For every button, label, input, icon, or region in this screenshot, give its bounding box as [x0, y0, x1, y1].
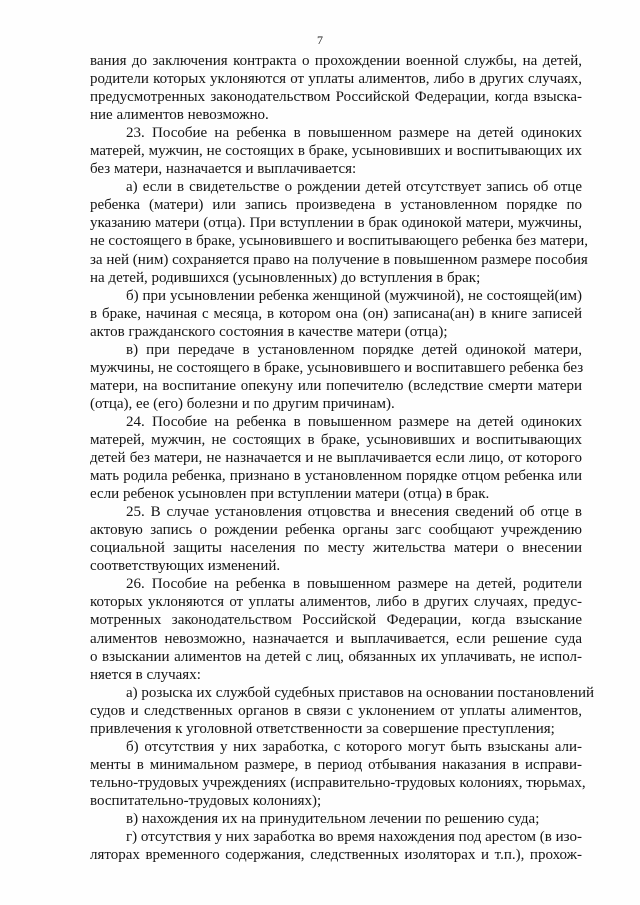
text-line: (отца), ее (его) болезни и по другим причинам). [90, 395, 395, 412]
text-line: не состоящего в браке, усыновившего и воспитывающего ребенка без матери, [90, 233, 589, 250]
text-line: детей без матери, не назначается и не выплачивается если лицо, от которого [90, 450, 582, 467]
text-line: матери, на воспитание опекуну или попечителю (вследствие смерти матери [90, 377, 582, 394]
text-line: если ребенок усыновлен при вступлении матери (отца) в брак. [90, 486, 490, 503]
text-line: предусмотренных законодательством Российской Федерации, когда взыска- [90, 89, 582, 106]
text-line: ляторах временного содержания, следственных изоляторах и т.п.), прохож- [90, 847, 582, 864]
text-line: на детей, родившихся (усыновленных) до вступления в брак; [90, 269, 481, 286]
text-line: а) розыска их службой судебных приставов на основании постановлений [126, 684, 595, 701]
text-line: ребенка (матери) или запись произведена в установленном порядке по [90, 197, 582, 214]
text-line: воспитательно-трудовых колониях); [90, 792, 322, 809]
text-line: 24. Пособие на ребенка в повышенном размере на детей одиноких [126, 413, 582, 430]
text-line: матерей, мужчин, не состоящих в браке, усыновивших и воспитывающих [90, 431, 582, 448]
text-line: за ней (ним) сохраняется право на получение в повышенном размере пособия [90, 251, 588, 268]
text-line: алиментов невозможно, назначается и выплачивается, если решение суда [90, 630, 582, 647]
text-line: в) при передаче в установленном порядке детей одинокой матери, [126, 341, 582, 358]
text-line: 23. Пособие на ребенка в повышенном размере на детей одиноких [126, 125, 582, 142]
text-line: привлечения к уголовной ответственности за совершение преступления; [90, 720, 555, 737]
text-line: няется в случаях: [90, 666, 201, 683]
text-line: 25. В случае установления отцовства и внесения сведений об отце в [126, 504, 582, 521]
text-line: в) нахождения их на принудительном лечении по решению суда; [126, 810, 540, 827]
text-line: менты в минимальном размере, в период отбывания наказания в исправи- [90, 756, 582, 773]
text-line: социальной защиты населения по месту жительства матери о внесении [90, 540, 582, 557]
text-line: о взыскании алиментов на детей с лиц, обязанных их уплачивать, не испол- [90, 648, 582, 665]
text-line: соответствующих изменений. [90, 558, 281, 575]
text-line: г) отсутствия у них заработка во время нахождения под арестом (в изо- [126, 829, 582, 846]
text-line: без матери, назначается и выплачивается: [90, 161, 357, 178]
text-line: а) если в свидетельстве о рождении детей отсутствует запись об отце [126, 179, 582, 196]
text-line: судов и следственных органов в связи с уклонением от уплаты алиментов, [90, 702, 582, 719]
text-line: 26. Пособие на ребенка в повышенном размере на детей, родители [126, 576, 582, 593]
text-line: указанию матери (отца). При вступлении в брак одинокой матери, мужчины, [90, 215, 582, 232]
text-line: матерей, мужчин, не состоящих в браке, усыновивших и воспитывающих их [90, 143, 582, 160]
text-line: мужчины, не состоящего в браке, усыновившего и воспитавшего ребенка без [90, 359, 584, 376]
text-line: вания до заключения контракта о прохождении военной службы, на детей, [90, 53, 582, 69]
text-line: мотренных законодательством Российской Федерации, когда взыскание [90, 612, 582, 629]
text-line: которых уклоняются от уплаты алиментов, либо в других случаях, предус- [90, 594, 582, 611]
text-line: актов гражданского состояния в качестве матери (отца); [90, 323, 448, 340]
document-body [90, 52, 595, 864]
text-line: тельно-трудовых учреждениях (исправительно-трудовых колониях, тюрьмах, [90, 774, 586, 791]
text-line: б) отсутствия у них заработка, с которого могут быть взысканы али- [126, 738, 582, 755]
text-line: актовую запись о рождении ребенка органы загс сообщают учреждению [90, 522, 582, 539]
text-line: ние алиментов невозможно. [90, 107, 269, 124]
text-line: мать родила ребенка, признано в установленном порядке отцом ребенка или [90, 468, 582, 485]
text-line: в браке, начиная с месяца, в котором она (он) записана(ан) в книге записей [90, 305, 582, 322]
text-line: б) при усыновлении ребенка женщиной (мужчиной), не состоящей(им) [126, 287, 582, 304]
page-number: 7 [317, 33, 323, 47]
text-line: родители которых уклоняются от уплаты алиментов, либо в других случаях, [90, 71, 582, 88]
